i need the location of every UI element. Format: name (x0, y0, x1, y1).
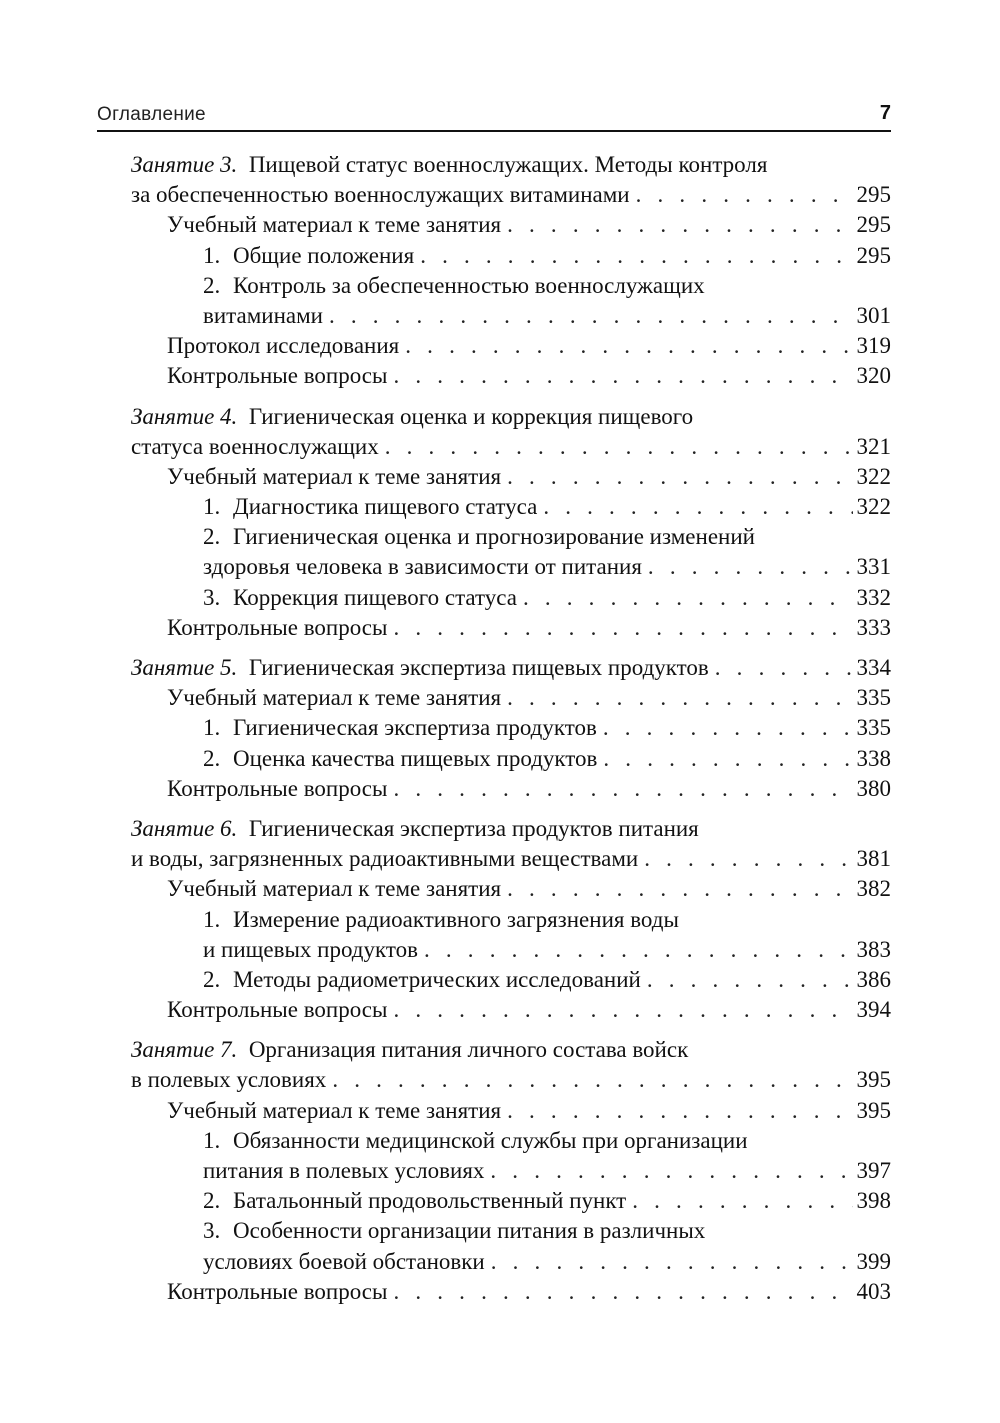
item-title-cont: и пищевых продуктов (203, 936, 418, 962)
numbered-entry-line (131, 1126, 891, 1156)
item-title: Оценка качества пищевых продуктов (233, 745, 598, 771)
toc-entry-text (167, 683, 501, 713)
item-title: Гигиеническая оценка и прогнозирование изменений (233, 524, 755, 550)
toc-page-number: 382 (856, 876, 891, 902)
subsection-title: Учебный материал к теме занятия (167, 212, 502, 238)
numbered-entry[interactable] (131, 744, 891, 774)
subsection-title: Учебный материал к теме занятия (167, 463, 502, 489)
toc-page-number: 332 (856, 584, 891, 610)
lesson-entry[interactable] (131, 432, 891, 462)
toc-entry-text (167, 995, 387, 1025)
toc-entry-text (131, 180, 630, 210)
toc-page-number: 383 (856, 936, 891, 962)
dot-leader (597, 744, 853, 774)
lesson-entry[interactable] (131, 1065, 891, 1095)
item-title: Общие положения (233, 242, 415, 268)
numbered-entry[interactable] (131, 1186, 891, 1216)
toc-entry-text (203, 552, 642, 582)
toc-page-number: 403 (856, 1278, 891, 1304)
item-number: 2. (203, 745, 221, 771)
toc-page-number: 380 (856, 775, 891, 801)
item-title-cont: питания в полевых условиях (203, 1158, 485, 1183)
lesson-title-line (131, 150, 891, 180)
subsection-entry[interactable] (131, 462, 891, 492)
lesson-title: Гигиеническая оценка и коррекция пищевого (248, 403, 694, 429)
toc-page-number: 338 (856, 745, 891, 771)
item-title: Диагностика пищевого статуса (233, 494, 538, 520)
subsection-entry[interactable] (131, 1277, 891, 1307)
dot-leader (387, 1277, 853, 1307)
dot-leader (484, 1156, 853, 1186)
numbered-entry[interactable] (131, 552, 891, 582)
subsection-entry[interactable] (131, 613, 891, 643)
dot-leader (537, 492, 853, 522)
dot-leader (501, 462, 853, 492)
dot-leader (379, 432, 853, 462)
lesson-title-line (131, 1035, 891, 1065)
toc-entry-text (131, 1065, 326, 1095)
dot-leader (597, 713, 853, 743)
toc-entry-text (167, 1096, 501, 1126)
dot-leader (387, 361, 853, 391)
lesson-entry[interactable] (131, 180, 891, 210)
item-number: 1. (203, 494, 221, 520)
numbered-entry[interactable] (131, 301, 891, 331)
toc-page-number: 395 (856, 1097, 891, 1123)
item-number: 1. (203, 906, 221, 932)
subsection-entry[interactable] (131, 995, 891, 1025)
toc-page-number: 395 (856, 1067, 891, 1093)
subsection-entry[interactable] (131, 774, 891, 804)
item-title: Обязанности медицинской службы при организации (233, 1127, 748, 1153)
toc-entry-text (167, 874, 501, 904)
toc-entry-text (203, 1247, 485, 1277)
subsection-title: Контрольные вопросы (167, 775, 388, 801)
dot-leader (501, 1096, 853, 1126)
toc-page-number: 295 (856, 212, 891, 238)
dot-leader (501, 683, 853, 713)
lesson-title-line (131, 402, 891, 432)
dot-leader (387, 995, 853, 1025)
toc-page-number: 335 (856, 715, 891, 741)
toc-page-number: 301 (856, 302, 891, 328)
subsection-title: Учебный материал к теме занятия (167, 876, 502, 902)
toc-entry-text (203, 492, 537, 522)
lesson-label: Занятие 3. (131, 152, 238, 177)
subsection-title: Протокол исследования (167, 333, 400, 359)
toc-page-number: 331 (856, 554, 891, 580)
dot-leader (638, 844, 853, 874)
dot-leader (630, 180, 853, 210)
numbered-entry[interactable] (131, 492, 891, 522)
toc-section (131, 814, 891, 1025)
subsection-entry[interactable] (131, 874, 891, 904)
subsection-title: Контрольные вопросы (167, 1278, 388, 1304)
numbered-entry[interactable] (131, 1156, 891, 1186)
dot-leader (485, 1247, 853, 1277)
toc-page-number: 321 (856, 433, 891, 459)
numbered-entry[interactable] (131, 241, 891, 271)
item-number: 2. (203, 1188, 221, 1214)
item-number: 1. (203, 1127, 221, 1153)
subsection-entry[interactable] (131, 1096, 891, 1126)
toc-page-number: 334 (856, 655, 891, 680)
numbered-entry[interactable] (131, 713, 891, 743)
toc-page-number: 335 (856, 685, 891, 711)
toc-entry-text (167, 774, 387, 804)
item-title: Измерение радиоактивного загрязнения воды (233, 906, 679, 932)
toc-entry-text (203, 965, 641, 995)
numbered-entry-line (131, 522, 891, 552)
toc-page-number: 333 (856, 614, 891, 640)
dot-leader (501, 210, 853, 240)
toc-page-number: 322 (856, 463, 891, 489)
lesson-entry[interactable] (131, 653, 891, 683)
numbered-entry[interactable] (131, 935, 891, 965)
item-title-cont: здоровья человека в зависимости от питания (203, 554, 642, 580)
lesson-title-cont: в полевых условиях (131, 1067, 327, 1093)
dot-leader (399, 331, 853, 361)
numbered-entry[interactable] (131, 965, 891, 995)
dot-leader (387, 774, 853, 804)
toc-page-number: 320 (856, 363, 891, 389)
numbered-entry[interactable] (131, 583, 891, 613)
item-number: 2. (203, 524, 221, 550)
toc-page-number: 386 (856, 966, 891, 992)
item-title-cont: витаминами (203, 302, 323, 328)
toc-entry-text (203, 713, 597, 743)
lesson-title-cont: и воды, загрязненных радиоактивными веществами (131, 846, 639, 872)
numbered-entry[interactable] (131, 1247, 891, 1277)
toc-entry-text (167, 210, 501, 240)
subsection-entry[interactable] (131, 331, 891, 361)
item-title: Особенности организации питания в различных (233, 1218, 706, 1244)
toc-section (131, 150, 891, 392)
dot-leader (418, 935, 853, 965)
toc-entry-text (203, 301, 323, 331)
toc-entry-text (203, 744, 597, 774)
lesson-title: Пищевой статус военнослужащих. Методы контроля (248, 152, 768, 177)
subsection-title: Контрольные вопросы (167, 997, 388, 1023)
dot-leader (626, 1186, 853, 1216)
toc-page-number: 394 (856, 997, 891, 1023)
lesson-label: Занятие 6. (131, 815, 238, 841)
subsection-title: Учебный материал к теме занятия (167, 1097, 502, 1123)
dot-leader (326, 1065, 853, 1095)
dot-leader (501, 874, 853, 904)
item-number: 1. (203, 715, 221, 741)
subsection-title: Контрольные вопросы (167, 614, 388, 640)
toc-page-number: 398 (856, 1188, 891, 1214)
toc-section (131, 1035, 891, 1307)
subsection-entry[interactable] (131, 361, 891, 391)
numbered-entry-line (131, 271, 891, 301)
subsection-entry[interactable] (131, 210, 891, 240)
table-of-contents (131, 150, 891, 1317)
item-number: 3. (203, 1218, 221, 1244)
dot-leader (641, 965, 853, 995)
toc-page-number: 295 (856, 242, 891, 268)
lesson-label: Занятие 4. (131, 403, 238, 429)
item-title: Контроль за обеспеченностью военнослужащих (233, 272, 705, 298)
toc-entry-text (131, 844, 638, 874)
item-number: 2. (203, 272, 221, 298)
toc-entry-text (203, 241, 414, 271)
lesson-title-cont: статуса военнослужащих (131, 433, 379, 459)
toc-section (131, 653, 891, 804)
toc-entry-text (203, 583, 517, 613)
running-header (97, 100, 891, 132)
toc-page-number: 319 (856, 333, 891, 359)
toc-entry-text (167, 331, 399, 361)
numbered-entry-line (131, 905, 891, 935)
lesson-label: Занятие 5. (131, 655, 238, 680)
toc-section (131, 402, 891, 644)
toc-entry-text (167, 613, 387, 643)
dot-leader (323, 301, 853, 331)
item-title: Гигиеническая экспертиза продуктов (233, 715, 597, 741)
lesson-title: Гигиеническая экспертиза продуктов питания (248, 815, 699, 841)
toc-entry-text (203, 1186, 626, 1216)
dot-leader (414, 241, 853, 271)
item-number: 3. (203, 584, 221, 610)
dot-leader (517, 583, 853, 613)
subsection-entry[interactable] (131, 683, 891, 713)
toc-entry-text (131, 653, 709, 683)
toc-page-number: 397 (856, 1158, 891, 1183)
toc-page-number: 295 (856, 182, 891, 208)
lesson-label: Занятие 7. (131, 1037, 238, 1063)
item-title: Коррекция пищевого статуса (233, 584, 517, 610)
item-title: Батальонный продовольственный пункт (233, 1188, 627, 1214)
toc-entry-text (167, 462, 501, 492)
lesson-title-line (131, 814, 891, 844)
lesson-title: Гигиеническая экспертиза пищевых продуктов (248, 655, 709, 680)
item-number: 1. (203, 242, 221, 268)
toc-page-number: 399 (856, 1248, 891, 1274)
item-title-cont: условиях боевой обстановки (203, 1248, 485, 1274)
numbered-entry-line (131, 1216, 891, 1246)
lesson-title: Организация питания личного состава войск (248, 1037, 689, 1063)
item-number: 2. (203, 966, 221, 992)
toc-entry-text (203, 1156, 484, 1186)
item-title: Методы радиометрических исследований (233, 966, 641, 992)
toc-entry-text (203, 935, 418, 965)
dot-leader (387, 613, 853, 643)
lesson-entry[interactable] (131, 844, 891, 874)
subsection-title: Контрольные вопросы (167, 363, 388, 389)
lesson-title-cont: за обеспеченностью военнослужащих витаминами (131, 182, 630, 208)
subsection-title: Учебный материал к теме занятия (167, 685, 502, 711)
toc-entry-text (131, 432, 379, 462)
dot-leader (642, 552, 853, 582)
page-number: 7 (879, 102, 891, 124)
dot-leader (709, 653, 853, 683)
running-header-title: Оглавление (97, 104, 206, 125)
toc-page-number: 322 (856, 494, 891, 520)
toc-entry-text (167, 361, 387, 391)
toc-entry-text (167, 1277, 387, 1307)
toc-page-number: 381 (856, 846, 891, 872)
